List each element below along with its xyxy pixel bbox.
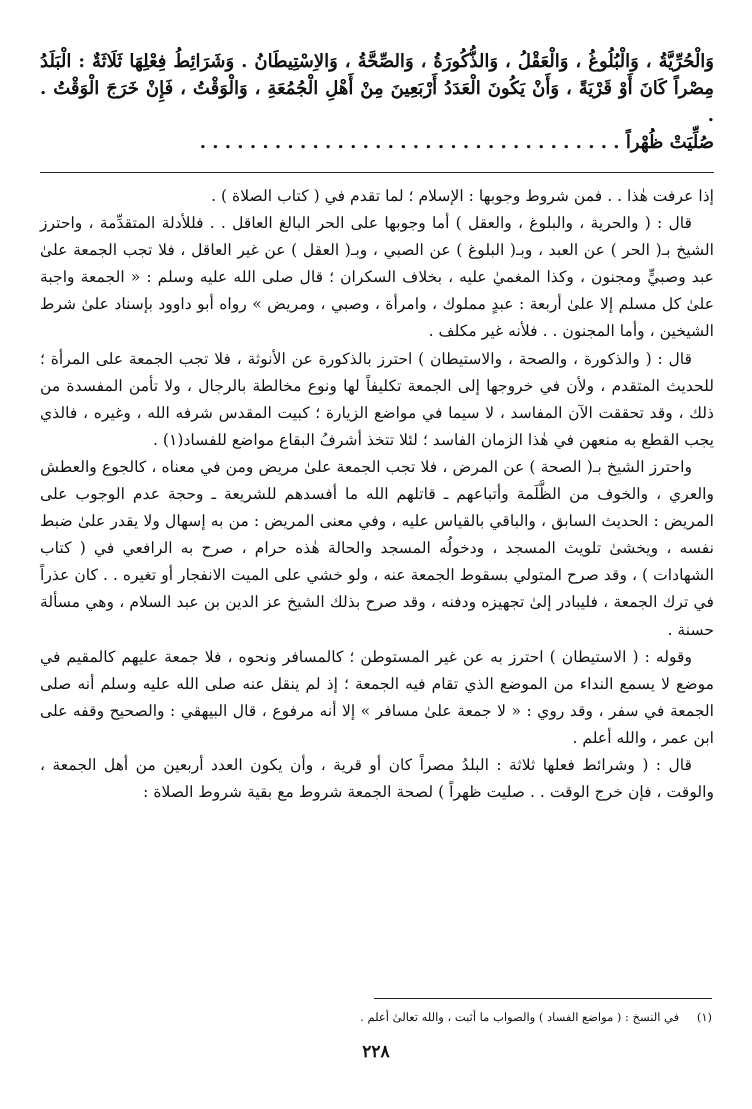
page-body <box>40 48 714 806</box>
commentary-paragraph: قال : ( وشرائط فعلها ثلاثة : البلدُ مصراً كان أو قرية ، وأن يكون العدد أربعين من أهل الجمعة ، والوقت ، فإن خرج الوقت . . صليت ظهراً ) لصحة الجمعة شروط مع بقية شروط الصلاة : <box>40 755 714 802</box>
commentary-paragraph: إذا عرفت هٰذا . . فمن شروط وجوبها : الإسلام ؛ لما تقدم في ( كتاب الصلاة ) . <box>211 187 714 205</box>
matn-line: صُلِّيَتْ ظُهْراً . . . . . . . . . . . . . . . . . . . . . . . . . . . . . . . . . . <box>199 132 714 153</box>
footnote-text: في النسخ : ( مواضع الفساد ) والصواب ما أثبت ، والله تعالىٰ أعلم . <box>360 1010 680 1024</box>
footnote-number: (١) <box>696 1010 712 1024</box>
matn-line: وَالْحُرِّيَّةُ ، وَالْبُلُوغُ ، وَالْعَقْلُ ، وَالذُّكُورَةُ ، وَالصِّحَّةُ ، وَالاِسْتِيطَانُ . وَشَرَائِطُ فِعْلِهَا ثَلَاثَةٌ : الْبَلَدُ مِصْراً كَانَ أَوْ قَرْيَةً ، وَأَنْ يَكُونَ الْعَدَدُ أَرْبَعِينَ مِنْ أَهْلِ الْجُمُعَةِ ، وَالْوَقْتُ ، فَإِنْ خَرَجَ الْوَقْتُ . . <box>40 51 714 126</box>
page-number: ٢٢٨ <box>362 1042 390 1062</box>
matn-divider <box>40 172 714 173</box>
commentary-paragraph: قال : ( والذكورة ، والصحة ، والاستيطان ) احترز بالذكورة عن الأنوثة ، فلا تجب الجمعة على المرأة ؛ للحديث المتقدم ، ولأن في خروجها إلى الجمعة تكليفاً لها ونوع مخالطة بالرجال ، ولا تأمن المفسدة من ذلك ، وقد تحققت الآن المفاسد ، لا سيما في مواضع الزيارة ؛ كبيت المقدس شرفه الله ، وغيره ، فالذي يجب القطع به منعهن في هٰذا الزمان الفاسد ؛ لئلا تتخذ أشرفُ البقاع مواضع للفساد(١) . <box>40 349 714 449</box>
commentary-paragraph: وقوله : ( الاستيطان ) احترز به عن غير المستوطن ؛ كالمسافر ونحوه ، فلا جمعة عليهم كالمقيم في موضع لا يسمع النداء من الموضع الذي تقام فيه الجمعة ؛ إذ لم ينقل عنه صلى الله عليه وسلم أنه صلى الجمعة في سفر ، وقد روي : « لا جمعة علىٰ مسافر » إلا أنه مرفوع ، قال البيهقي : والصحيح وقفه على ابن عمر ، والله أعلم . <box>40 647 714 747</box>
commentary-paragraph: واحترز الشيخ بـ( الصحة ) عن المرض ، فلا تجب الجمعة علىٰ مريض ومن في معناه ، كالجوع والعطش والعري ، والخوف من الظَّلَمة وأتباعهم ـ قاتلهم الله ما أفسدهم للشريعة ـ وحجة عدم الوجوب على المريض : الحديث السابق ، والباقي بالقياس عليه ، وفي معنى المريض : من به إسهال ولا يقدر علىٰ ضبط نفسه ، ويخشىٰ تلويث المسجد ، ودخولُه المسجد والحالة هٰذه حرام ، صرح به الرافعي في ( كتاب الشهادات ) ، وقد صرح المتولي بسقوط الجمعة عنه ، ولو خشي على الميت الانفجار أو تغيره . . كان عذراً في ترك الجمعة ، فليبادر إلىٰ تجهيزه ودفنه ، وقد صرح بذلك الشيخ عز الدين بن عبد السلام ، وهي مسألة حسنة . <box>40 457 714 639</box>
footnote-divider <box>374 998 712 999</box>
commentary-paragraph: قال : ( والحرية ، والبلوغ ، والعقل ) أما وجوبها على الحر البالغ العاقل . . فللأدلة المتقدِّمة ، واحترز الشيخ بـ( الحر ) عن العبد ، وبـ( البلوغ ) عن الصبي ، وبـ( العقل ) عن غير العاقل ، فلا تجب الجمعة علىٰ عبد وصبيٍّ ومجنون ، وكذا المغميٰ عليه ، بخلاف السكران ؛ قال صلى الله عليه وسلم : « الجمعة واجبة علىٰ كل مسلم إلا علىٰ أربعة : عبدٍ مملوك ، وامرأة ، وصبي ، ومريض » رواه أبو داوود بإسناد علىٰ شرط الشيخين ، وأما المجنون . . فلأنه غير مكلف . <box>40 214 714 341</box>
commentary-text <box>40 183 714 806</box>
footnote <box>38 1008 712 1026</box>
matn-text <box>40 48 714 156</box>
